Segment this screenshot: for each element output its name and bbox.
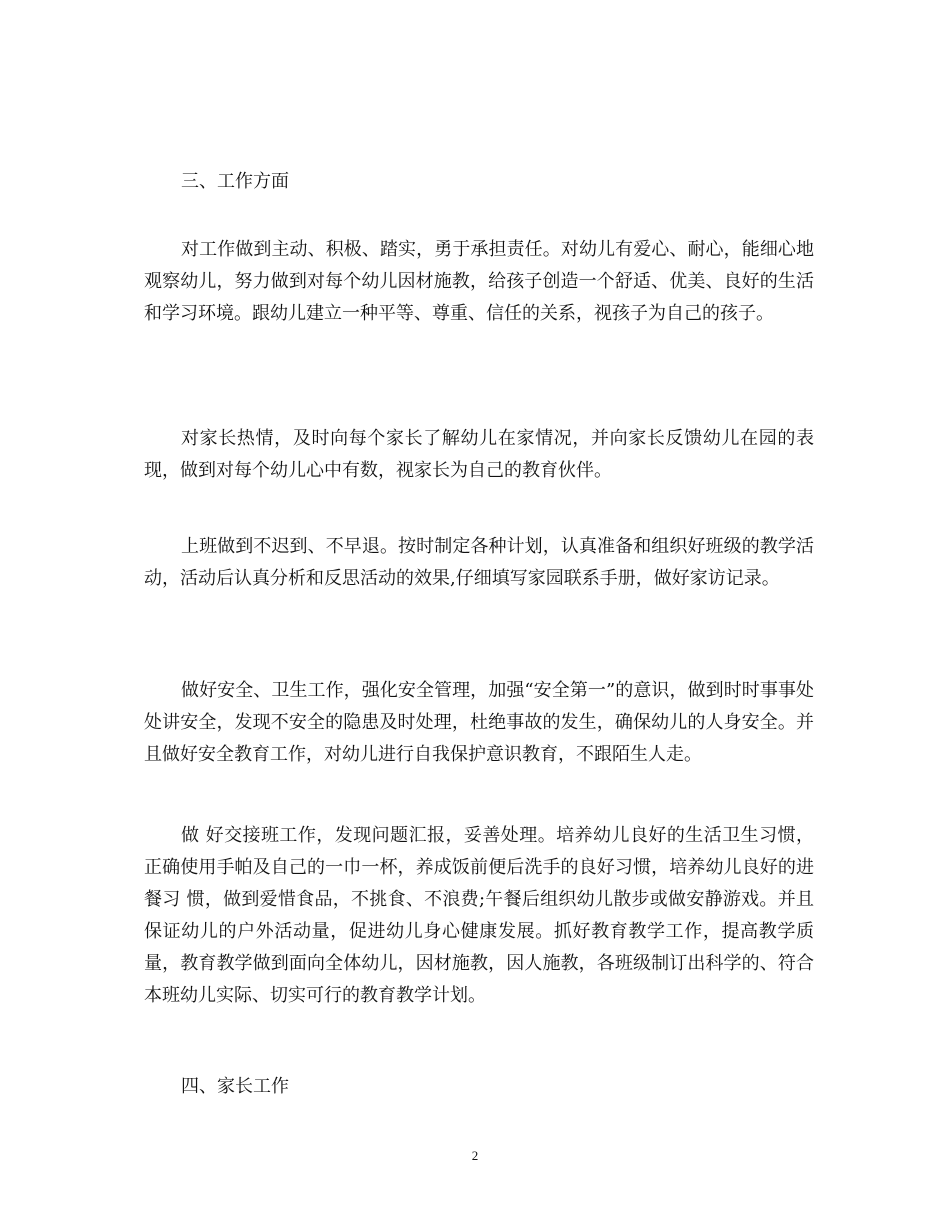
- section-heading-work: 三、工作方面: [181, 171, 289, 192]
- paragraph-work-attitude: 对工作做到主动、积极、踏实，勇于承担责任。对幼儿有爱心、耐心，能细心地观察幼儿，努力做到对每个幼儿因材施教，给孩子创造一个舒适、优美、良好的生活和学习环境。跟幼儿建立一种平等、尊重、信任的关系，视孩子为自己的孩子。: [144, 239, 814, 324]
- page-number: 2: [471, 1148, 479, 1163]
- paragraph-safety-hygiene: 做好安全、卫生工作，强化安全管理，加强“安全第一”的意识，做到时时事事处处讲安全，发现不安全的隐患及时处理，杜绝事故的发生，确保幼儿的人身安全。并且做好安全教育工作，对幼儿进行自我保护意识教育，不跟陌生人走。: [144, 680, 814, 765]
- paragraph-punctuality-planning: 上班做到不迟到、不早退。按时制定各种计划，认真准备和组织好班级的教学活动，活动后认真分析和反思活动的效果,仔细填写家园联系手册，做好家访记录。: [144, 536, 814, 589]
- paragraph-parent-communication: 对家长热情，及时向每个家长了解幼儿在家情况，并向家长反馈幼儿在园的表现，做到对每个幼儿心中有数，视家长为自己的教育伙伴。: [144, 428, 814, 481]
- paragraph-daily-routine-teaching: 做 好交接班工作，发现问题汇报，妥善处理。培养幼儿良好的生活卫生习惯，正确使用手帕及自己的一巾一杯，养成饭前便后洗手的良好习惯，培养幼儿良好的进餐习 惯，做到爱惜食品，不挑食、不浪费;午餐后组织幼儿散步或做安静游戏。并且保证幼儿的户外活动量，促进幼儿身心健康发展。抓好教育教学工作，提高教学质 量，教育教学做到面向全体幼儿，因材施教，因人施教，各班级制订出科学的、符合本班幼儿实际、切实可行的教育教学计划。: [144, 825, 814, 1006]
- section-heading-parents: 四、家长工作: [181, 1076, 289, 1097]
